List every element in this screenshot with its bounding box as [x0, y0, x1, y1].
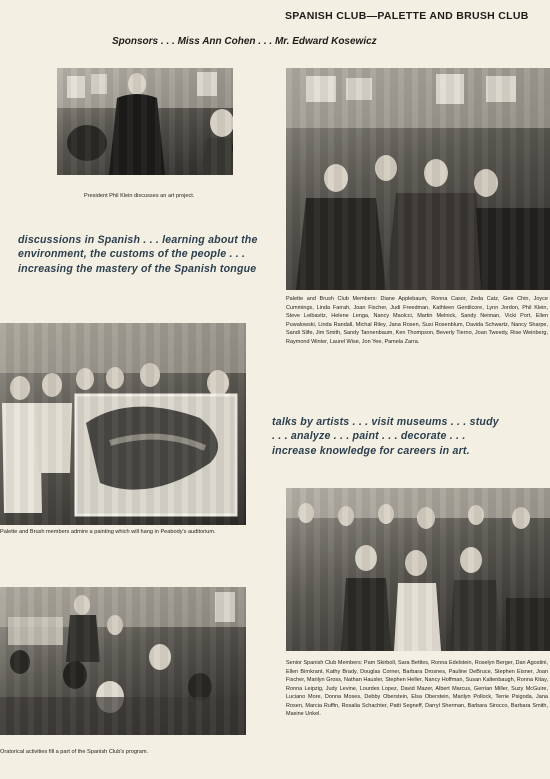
president-photo: [57, 68, 233, 175]
president-photo-caption: President Phil Klein discusses an art project.: [84, 193, 195, 199]
sponsors-line: Sponsors . . . Miss Ann Cohen . . . Mr. Edward Kosewicz: [112, 36, 377, 47]
painting-photo-caption: Palette and Brush members admire a painting which will hang in Peabody's auditorium.: [0, 529, 216, 535]
quote-line: . . . analyze . . . paint . . . decorate . . .: [272, 430, 466, 443]
palette-members-photo: [286, 68, 550, 290]
painting-photo: [0, 323, 246, 525]
page-title: SPANISH CLUB—PALETTE AND BRUSH CLUB: [285, 10, 529, 22]
quote-line: environment, the customs of the people . . .: [18, 248, 246, 261]
quote-line: discussions in Spanish . . . learning about the: [18, 234, 258, 246]
spanish-club-quote: [18, 233, 258, 276]
quote-line: increase knowledge for careers in art.: [272, 444, 470, 457]
art-club-quote: [272, 415, 499, 458]
palette-members-list: Palette and Brush Club Members: Diane Applebaum, Ronna Casor, Zeda Catz, Gee Chin, Joyce Cummings, Linda Farrah, Joan Fischer, Judi Freedman, Kathleen Gentilcore, Lynn Jordon, Phil Klein, Steve Leibavitz, Helene Lenga, Nancy Maolcci, Martin Melnick, Sandy Neiman, Vicki Port, Ellen Puwalowski, Linda Randall, Michal Riley, Jana Rosen, Susi Rosenblum, Davida Schwartz, Nancy Sharpe, Sandi Slife, Jim Smith, Sandy Tannenbaum, Ken Thompson, Beverly Tierno, Joan Tweedy, Rise Weinberg, Raymond Winter, Laurel Wise, Jon Yee, Pamela Zarra.: [286, 296, 548, 345]
oratorical-photo-caption: Oratorical activities fill a part of the Spanish Club's program.: [0, 749, 149, 755]
oratorical-photo: [0, 587, 246, 735]
senior-spanish-members-list: Senior Spanish Club Members: Pam Skirboll, Sara Bettles, Ronna Edelstein, Roselyn Berger, Dan Agostini, Ellen Birnkrant, Kathy Brady, Douglas Corner, Barbara Drosnes, Pauline DeBruce, Stephen Eisner, Joan Fischer, Marilyn Gross, Nathan Hausler, Stephen Heller, Nancy Hoffman, Susan Kaltenbaugh, Ronna Kitay, Ronna Leipzig, Judy Levine, Lourdes Lopez, David Mazer, Albert Marcus, Gerrian Miller, Suzy McGuire, Luciano More, Donna Moses, Debby Oberstein, Elsa Oberstein, Marilyn Pollock, Terrie Psigoda, Jana Rosen, Marcia Ruffin, Rosalia Schachter, Patti Segneff, Darryl Sherman, Barbara Sirocco, Barbara Smith, Maxine Unkel.: [286, 660, 548, 718]
quote-line: increasing the mastery of the Spanish tongue: [18, 262, 257, 275]
senior-spanish-photo: [286, 488, 550, 651]
quote-line: talks by artists . . . visit museums . . . study: [272, 416, 499, 428]
